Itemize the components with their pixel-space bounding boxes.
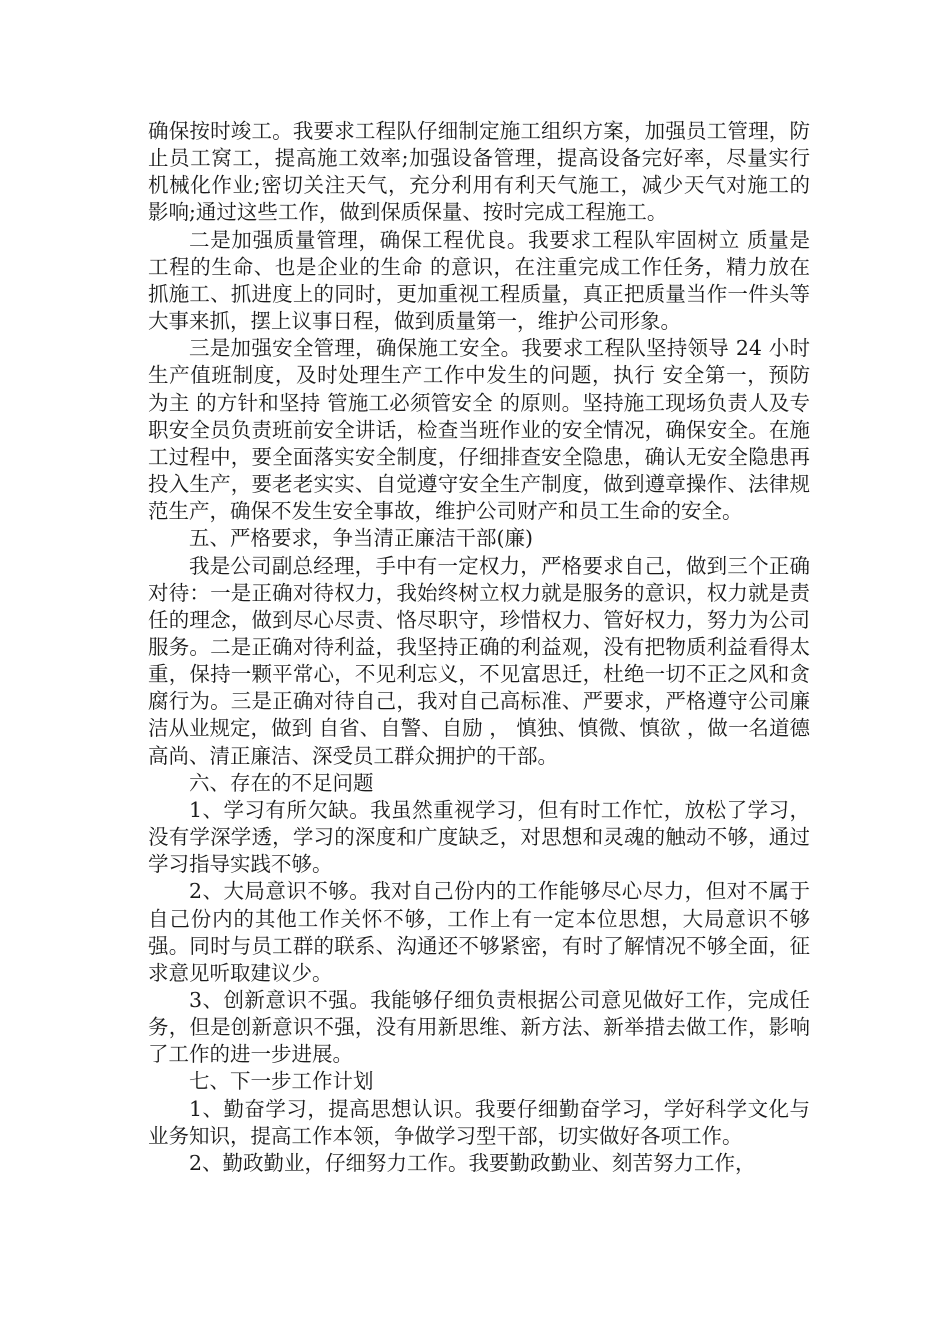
- paragraph-4: 我是公司副总经理，手中有一定权力，严格要求自己，做到三个正确对待：一是正确对待权力，我始终树立权力就是服务的意识，权力就是责任的理念，做到尽心尽责、恪尽职守，珍惜权力、管好权力，努力为公司服务。二是正确对待利益，我坚持正确的利益观，没有把物质利益看得太重，保持一颗平常心，不见利忘义，不见富思迁，杜绝一切不正之风和贪腐行为。三是正确对待自己，我对自己高标准、严要求，严格遵守公司廉洁从业规定，做到 自省、自警、自励 ， 慎独、慎微、慎欲 ，做一名道德高尚、清正廉洁、深受员工群众拥护的干部。: [148, 553, 810, 768]
- paragraph-6: 2、大局意识不够。我对自己份内的工作能够尽心尽力，但对不属于自己份内的其他工作关怀不够，工作上有一定本位思想，大局意识不够强。同时与员工群的联系、沟通还不够紧密，有时了解情况不够全面，征求意见听取建议少。: [148, 879, 810, 985]
- paragraph-3: 三是加强安全管理，确保施工安全。我要求工程队坚持领导 24 小时生产值班制度，及时处理生产工作中发生的问题，执行 安全第一，预防为主 的方针和坚持 管施工必须管安全 的原则。坚持施工现场负责人及专职安全员负责班前安全讲话，检查当班作业的安全情况，确保安全。在施工过程中，要全面落实安全制度，仔细排查安全隐患，确认无安全隐患再投入生产，要老老实实、自觉遵守安全生产制度，做到遵章操作、法律规范生产，确保不发生安全事故，维护公司财产和员工生命的安全。: [148, 336, 810, 524]
- section-heading-5: 五、严格要求，争当清正廉洁干部(廉): [189, 526, 533, 551]
- paragraph-9: 2、勤政勤业，仔细努力工作。我要勤政勤业、刻苦努力工作，: [189, 1150, 756, 1175]
- document-body: [148, 118, 810, 1177]
- paragraph-1: 确保按时竣工。我要求工程队仔细制定施工组织方案，加强员工管理，防止员工窝工，提高施工效率;加强设备管理，提高设备完好率，尽量实行机械化作业;密切关注天气，充分利用有利天气施工，减少天气对施工的影响;通过这些工作，做到保质保量、按时完成工程施工。: [148, 119, 810, 225]
- paragraph-2: 二是加强质量管理，确保工程优良。我要求工程队牢固树立 质量是工程的生命、也是企业的生命 的意识，在注重完成工作任务，精力放在抓施工、抓进度上的同时，更加重视工程质量，真正把质量当作一件头等大事来抓，摆上议事日程，做到质量第一，维护公司形象。: [148, 227, 810, 334]
- paragraph-7: 3、创新意识不强。我能够仔细负责根据公司意见做好工作，完成任务，但是创新意识不强，没有用新思维、新方法、新举措去做工作，影响了工作的进一步进展。: [148, 988, 810, 1067]
- section-heading-7: 七、下一步工作计划: [189, 1069, 374, 1094]
- paragraph-8: 1、勤奋学习，提高思想认识。我要仔细勤奋学习，学好科学文化与业务知识，提高工作本领，争做学习型干部，切实做好各项工作。: [148, 1096, 810, 1148]
- paragraph-5: 1、学习有所欠缺。我虽然重视学习，但有时工作忙，放松了学习，没有学深学透，学习的深度和广度缺乏，对思想和灵魂的触动不够，通过学习指导实践不够。: [148, 797, 810, 877]
- section-heading-6: 六、存在的不足问题: [189, 770, 374, 795]
